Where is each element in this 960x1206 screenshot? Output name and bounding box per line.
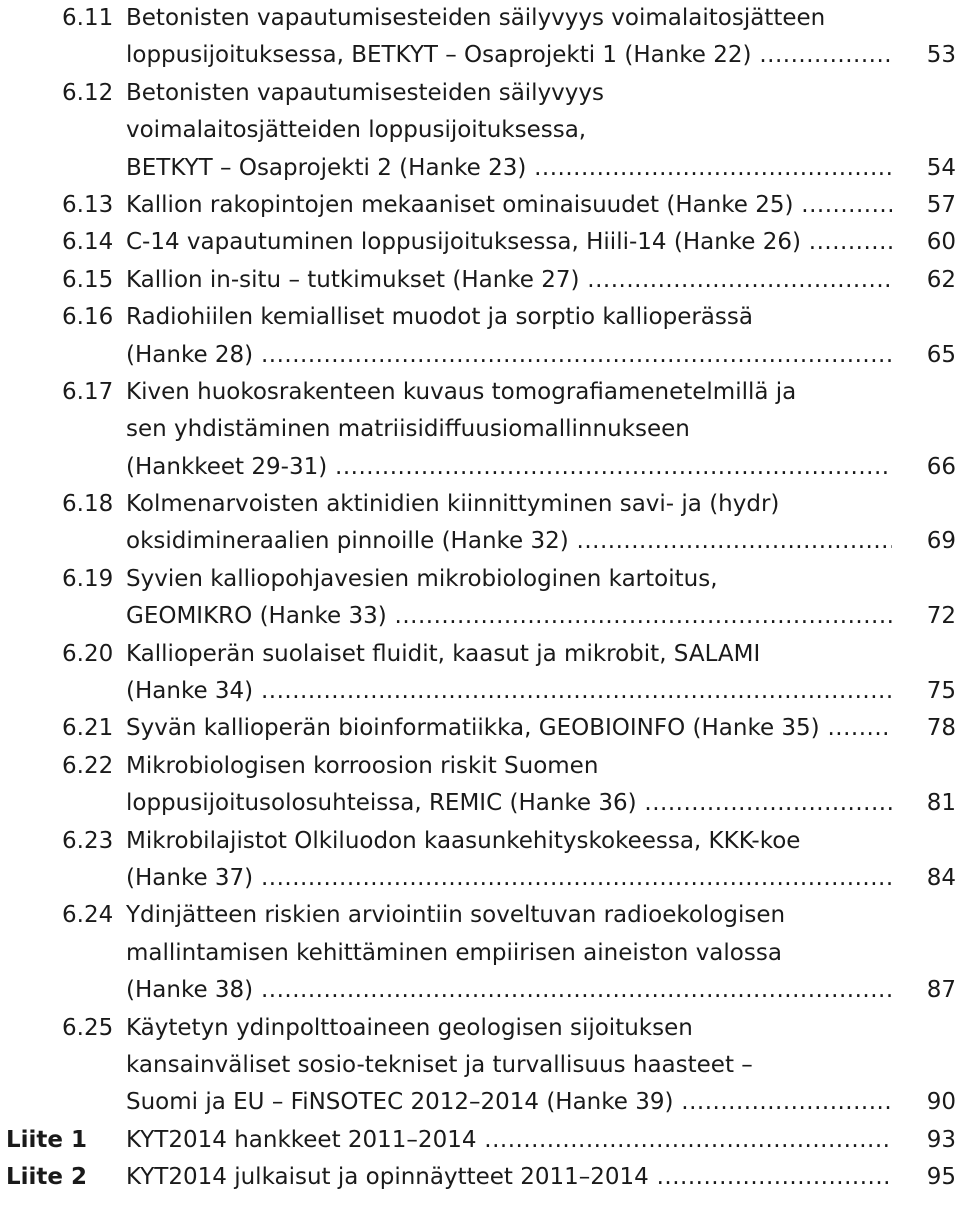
section-number: 6.25 (62, 1014, 114, 1041)
toc-entry[interactable] (0, 374, 960, 486)
toc-title-text: BETKYT – Osaprojekti 2 (Hanke 23) ..... (126, 150, 892, 187)
toc-title-text: Ydinjätteen riskien arviointiin soveltuvan radioekologisen (126, 902, 786, 929)
toc-entry[interactable] (0, 486, 960, 561)
toc-title-line (0, 374, 960, 411)
section-number: 6.15 (62, 266, 114, 293)
appendix-label: Liite 1 (6, 1126, 88, 1153)
toc-entry[interactable] (0, 224, 960, 261)
toc-entry[interactable] (0, 299, 960, 374)
toc-title-line (0, 1084, 960, 1121)
toc-title-line (0, 75, 960, 112)
toc-title-text: Radiohiilen kemialliset muodot ja sorptio kallioperässä (126, 304, 753, 331)
toc-title-text: (Hankkeet 29-31) ..... (126, 449, 892, 486)
toc-title-text: (Hanke 34) ..... (126, 673, 892, 710)
toc-title-text: Betonisten vapautumisesteiden säilyvyys (126, 79, 604, 106)
toc-title-line (0, 337, 960, 374)
page-number: 57 (926, 191, 956, 218)
toc-title-line (0, 897, 960, 934)
toc-title-text: KYT2014 julkaisut ja opinnäytteet 2011–2014 ..... (126, 1159, 892, 1196)
page-number: 53 (926, 42, 956, 69)
toc-entry[interactable] (0, 636, 960, 711)
toc-title-line (0, 785, 960, 822)
toc-title-line (0, 1047, 960, 1084)
appendix-label: Liite 2 (6, 1164, 88, 1191)
toc-title-line (0, 823, 960, 860)
toc-entry[interactable] (0, 1010, 960, 1122)
toc-title-text: Kallioperän suolaiset fluidit, kaasut ja mikrobit, SALAMI (126, 640, 761, 667)
toc-title-text: Mikrobilajistot Olkiluodon kaasunkehityskokeessa, KKK-koe (126, 827, 801, 854)
toc-title-line (0, 1122, 960, 1159)
toc-title-line (0, 1159, 960, 1196)
toc-title-text: Kolmenarvoisten aktinidien kiinnittyminen savi- ja (hydr) (126, 491, 780, 518)
toc-entry[interactable] (0, 0, 960, 75)
toc-title-line (0, 561, 960, 598)
toc-title-line (0, 449, 960, 486)
toc-title-line (0, 710, 960, 747)
toc-entry[interactable] (0, 823, 960, 898)
toc-entry[interactable] (0, 75, 960, 187)
toc-title-line (0, 262, 960, 299)
toc-title-line (0, 972, 960, 1009)
toc-title-line (0, 935, 960, 972)
toc-title-text: sen yhdistäminen matriisidiffuusiomallinnukseen (126, 416, 690, 443)
toc-title-line (0, 150, 960, 187)
toc-title-text: Käytetyn ydinpolttoaineen geologisen sijoituksen (126, 1014, 693, 1041)
section-number: 6.19 (62, 565, 114, 592)
toc-title-text: Kallion rakopintojen mekaaniset ominaisuudet (Hanke 25) ..... (126, 187, 892, 224)
toc-title-text: Syvän kallioperän bioinformatiikka, GEOBIOINFO (Hanke 35) ..... (126, 710, 892, 747)
toc-title-line (0, 112, 960, 149)
toc-title-line (0, 37, 960, 74)
section-number: 6.23 (62, 827, 114, 854)
section-number: 6.16 (62, 304, 114, 331)
page-number: 87 (926, 977, 956, 1004)
page-number: 90 (926, 1089, 956, 1116)
toc-title-text: (Hanke 28) ..... (126, 337, 892, 374)
toc-title-line (0, 486, 960, 523)
toc-entry[interactable] (0, 1122, 960, 1159)
toc-title-line (0, 673, 960, 710)
page-number: 95 (926, 1164, 956, 1191)
toc-title-text: oksidimineraalien pinnoille (Hanke 32) ..... (126, 523, 892, 560)
page-number: 54 (926, 154, 956, 181)
toc-entry[interactable] (0, 710, 960, 747)
toc-title-text: loppusijoituksessa, BETKYT – Osaprojekti 1 (Hanke 22) ..... (126, 37, 892, 74)
page-number: 60 (926, 229, 956, 256)
section-number: 6.13 (62, 191, 114, 218)
toc-title-line (0, 860, 960, 897)
section-number: 6.24 (62, 902, 114, 929)
page-number: 81 (926, 790, 956, 817)
toc-title-line (0, 748, 960, 785)
toc-title-text: Kallion in-situ – tutkimukset (Hanke 27) ..... (126, 262, 892, 299)
page-number: 78 (926, 715, 956, 742)
toc-title-text: Kiven huokosrakenteen kuvaus tomografiamenetelmillä ja (126, 378, 797, 405)
toc-entry[interactable] (0, 561, 960, 636)
page-number: 62 (926, 266, 956, 293)
toc-entry[interactable] (0, 187, 960, 224)
toc-title-text: Mikrobiologisen korroosion riskit Suomen (126, 752, 599, 779)
toc-title-text: kansainväliset sosio-tekniset ja turvallisuus haasteet – (126, 1051, 753, 1078)
section-number: 6.22 (62, 752, 114, 779)
toc-title-line (0, 187, 960, 224)
toc-title-text: voimalaitosjätteiden loppusijoituksessa, (126, 117, 587, 144)
page-number: 75 (926, 678, 956, 705)
section-number: 6.18 (62, 491, 114, 518)
toc-title-text: (Hanke 37) ..... (126, 860, 892, 897)
section-number: 6.14 (62, 229, 114, 256)
section-number: 6.20 (62, 640, 114, 667)
page-number: 84 (926, 864, 956, 891)
toc-title-line (0, 1010, 960, 1047)
toc-title-line (0, 411, 960, 448)
page-number: 93 (926, 1126, 956, 1153)
toc-title-text: loppusijoitusolosuhteissa, REMIC (Hanke 36) ..... (126, 785, 892, 822)
page-number: 65 (926, 341, 956, 368)
section-number: 6.17 (62, 378, 114, 405)
toc-title-text: mallintamisen kehittäminen empiirisen aineiston valossa (126, 939, 782, 966)
page-number: 72 (926, 603, 956, 630)
toc-entry[interactable] (0, 1159, 960, 1196)
section-number: 6.21 (62, 715, 114, 742)
toc-title-text: KYT2014 hankkeet 2011–2014 ..... (126, 1122, 892, 1159)
toc-title-text: Syvien kalliopohjavesien mikrobiologinen kartoitus, (126, 565, 718, 592)
toc-title-text: (Hanke 38) ..... (126, 972, 892, 1009)
page-number: 69 (926, 528, 956, 555)
toc-title-line (0, 0, 960, 37)
toc-title-line (0, 299, 960, 336)
toc-title-line (0, 636, 960, 673)
toc-title-line (0, 523, 960, 560)
section-number: 6.11 (62, 5, 114, 31)
toc-title-text: C-14 vapautuminen loppusijoituksessa, Hiili-14 (Hanke 26) ..... (126, 224, 892, 261)
toc-title-text: Suomi ja EU – FiNSOTEC 2012–2014 (Hanke 39) ..... (126, 1084, 892, 1121)
toc-title-line (0, 598, 960, 635)
toc-title-line (0, 224, 960, 261)
toc-entry[interactable] (0, 748, 960, 823)
section-number: 6.12 (62, 79, 114, 106)
page-number: 66 (926, 453, 956, 480)
toc-title-text: Betonisten vapautumisesteiden säilyvyys voimalaitosjätteen (126, 5, 826, 31)
toc-title-text: GEOMIKRO (Hanke 33) ..... (126, 598, 892, 635)
toc-entry[interactable] (0, 262, 960, 299)
toc-entry[interactable] (0, 897, 960, 1009)
